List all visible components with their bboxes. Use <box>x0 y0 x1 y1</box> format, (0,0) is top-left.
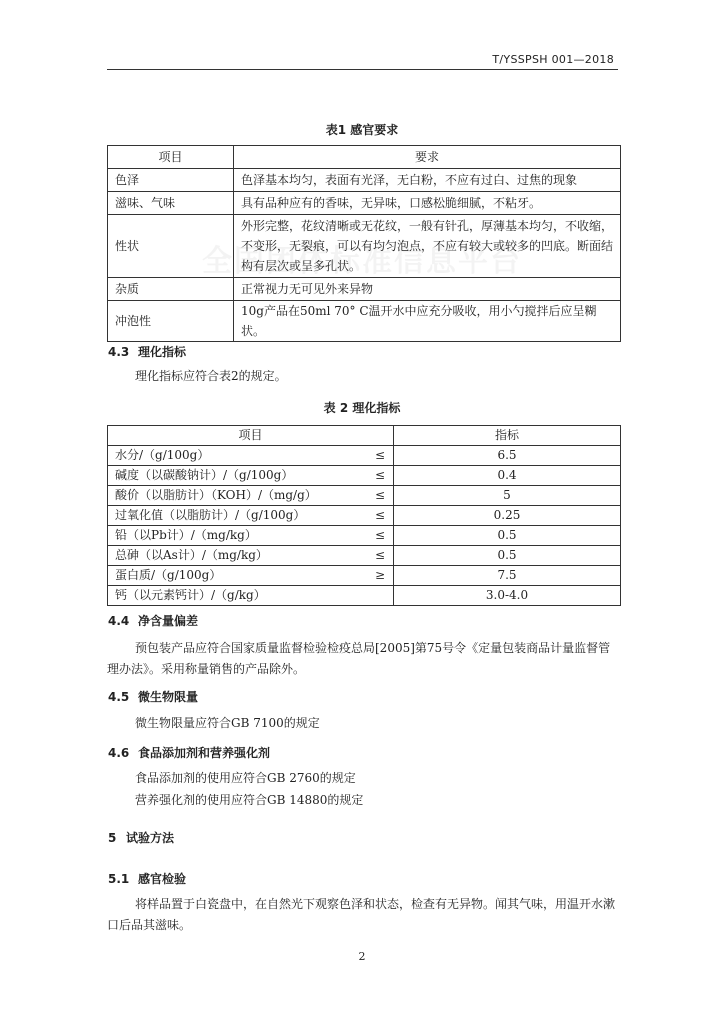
table-row <box>108 301 621 342</box>
physicochemical-table <box>107 425 621 606</box>
page-number: 2 <box>358 950 366 963</box>
section-4-5-heading <box>108 688 198 705</box>
table-cell-item: 总砷（以As计）/（mg/kg） <box>108 546 368 566</box>
table-row <box>108 486 621 506</box>
section-4-4-heading <box>108 612 198 629</box>
table-cell-symbol: ≤ <box>367 526 394 546</box>
table-cell-item: 过氧化值（以脂肪计）/（g/100g） <box>108 506 368 526</box>
table-header-cell: 项目 <box>108 146 234 169</box>
section-title: 感官检验 <box>138 872 187 886</box>
table-row <box>108 215 621 278</box>
table-header-row <box>108 426 621 446</box>
section-4-6-line1: 食品添加剂的使用应符合GB 2760的规定 <box>135 771 356 785</box>
table-row <box>108 526 621 546</box>
table-cell-item: 性状 <box>108 215 234 278</box>
table-cell-requirement: 具有品种应有的香味，无异味，口感松脆细腻，不粘牙。 <box>234 192 621 215</box>
table-cell-symbol <box>367 586 394 606</box>
table-cell-symbol: ≤ <box>367 446 394 466</box>
table-cell-symbol: ≤ <box>367 506 394 526</box>
section-4-6-line2: 营养强化剂的使用应符合GB 14880的规定 <box>135 793 364 807</box>
section-number: 4.6 <box>108 746 130 760</box>
table-cell-requirement: 色泽基本均匀，表面有光泽，无白粉，不应有过白、过焦的现象 <box>234 169 621 192</box>
table-cell-value: 0.25 <box>394 506 621 526</box>
table-cell-item: 滋味、气味 <box>108 192 234 215</box>
section-title: 试验方法 <box>126 831 175 845</box>
section-title: 食品添加剂和营养强化剂 <box>138 746 271 760</box>
table-row <box>108 506 621 526</box>
table-cell-value: 0.5 <box>394 546 621 566</box>
table-cell-value: 5 <box>394 486 621 506</box>
section-number: 5 <box>108 831 117 845</box>
table-cell-value: 7.5 <box>394 566 621 586</box>
header-rule <box>107 69 618 70</box>
section-5-1-heading <box>108 870 186 887</box>
table-cell-symbol: ≤ <box>367 546 394 566</box>
section-number: 4.3 <box>108 345 130 359</box>
section-number: 4.4 <box>108 614 130 628</box>
table-cell-item: 酸价（以脂肪计）（KOH）/（mg/g） <box>108 486 368 506</box>
table-row <box>108 546 621 566</box>
section-title: 净含量偏差 <box>138 614 199 628</box>
table2-caption: 表 2 理化指标 <box>323 401 401 415</box>
table-row <box>108 566 621 586</box>
section-4-3-heading <box>108 343 186 360</box>
section-4-6-heading <box>108 744 270 761</box>
table-row <box>108 446 621 466</box>
table-cell-symbol: ≤ <box>367 466 394 486</box>
table-row <box>108 466 621 486</box>
sensory-requirements-table <box>107 145 621 342</box>
table-header-row <box>108 146 621 169</box>
table-row <box>108 278 621 301</box>
document-id-header: T/YSSPSH 001—2018 <box>492 53 614 66</box>
section-title: 微生物限量 <box>138 690 199 704</box>
section-4-3-text: 理化指标应符合表2的规定。 <box>135 369 287 383</box>
table-cell-requirement: 10g产品在50ml 70° C温开水中应充分吸收，用小勺搅拌后应呈糊状。 <box>234 301 621 342</box>
section-number: 5.1 <box>108 872 130 886</box>
table-cell-value: 0.5 <box>394 526 621 546</box>
section-5-1-text: 将样品置于白瓷盘中，在自然光下观察色泽和状态，检查有无异物。闻其气味，用温开水漱口后品其滋味。 <box>107 897 616 932</box>
section-title: 理化指标 <box>138 345 187 359</box>
table-header-cell: 要求 <box>234 146 621 169</box>
table-row <box>108 169 621 192</box>
table-cell-item: 色泽 <box>108 169 234 192</box>
table-cell-value: 3.0-4.0 <box>394 586 621 606</box>
table-cell-value: 6.5 <box>394 446 621 466</box>
section-4-5-text: 微生物限量应符合GB 7100的规定 <box>135 716 320 730</box>
table-cell-requirement: 正常视力无可见外来异物 <box>234 278 621 301</box>
section-5-heading <box>108 829 174 846</box>
section-number: 4.5 <box>108 690 130 704</box>
table-cell-item: 铅（以Pb计）/（mg/kg） <box>108 526 368 546</box>
section-4-4-text: 预包装产品应符合国家质量监督检验检疫总局[2005]第75号令《定量包装商品计量监督管理办法》。采用称量销售的产品除外。 <box>107 641 611 676</box>
table-cell-item: 杂质 <box>108 278 234 301</box>
table-header-cell: 项目 <box>108 426 394 446</box>
table-row <box>108 586 621 606</box>
table-cell-item: 碱度（以碳酸钠计）/（g/100g） <box>108 466 368 486</box>
table1-caption: 表1 感官要求 <box>325 123 399 137</box>
table-cell-value: 0.4 <box>394 466 621 486</box>
table-cell-symbol: ≥ <box>367 566 394 586</box>
table-cell-item: 钙（以元素钙计）/（g/kg） <box>108 586 368 606</box>
table-cell-item: 冲泡性 <box>108 301 234 342</box>
table-cell-symbol: ≤ <box>367 486 394 506</box>
table-cell-requirement: 外形完整，花纹清晰或无花纹，一般有针孔，厚薄基本均匀，不收缩，不变形，无裂痕，可以有均匀泡点，不应有较大或较多的凹底。断面结构有层次或呈多孔状。 <box>234 215 621 278</box>
table-row <box>108 192 621 215</box>
table-cell-item: 蛋白质/（g/100g） <box>108 566 368 586</box>
table-cell-item: 水分/（g/100g） <box>108 446 368 466</box>
table-header-cell: 指标 <box>394 426 621 446</box>
